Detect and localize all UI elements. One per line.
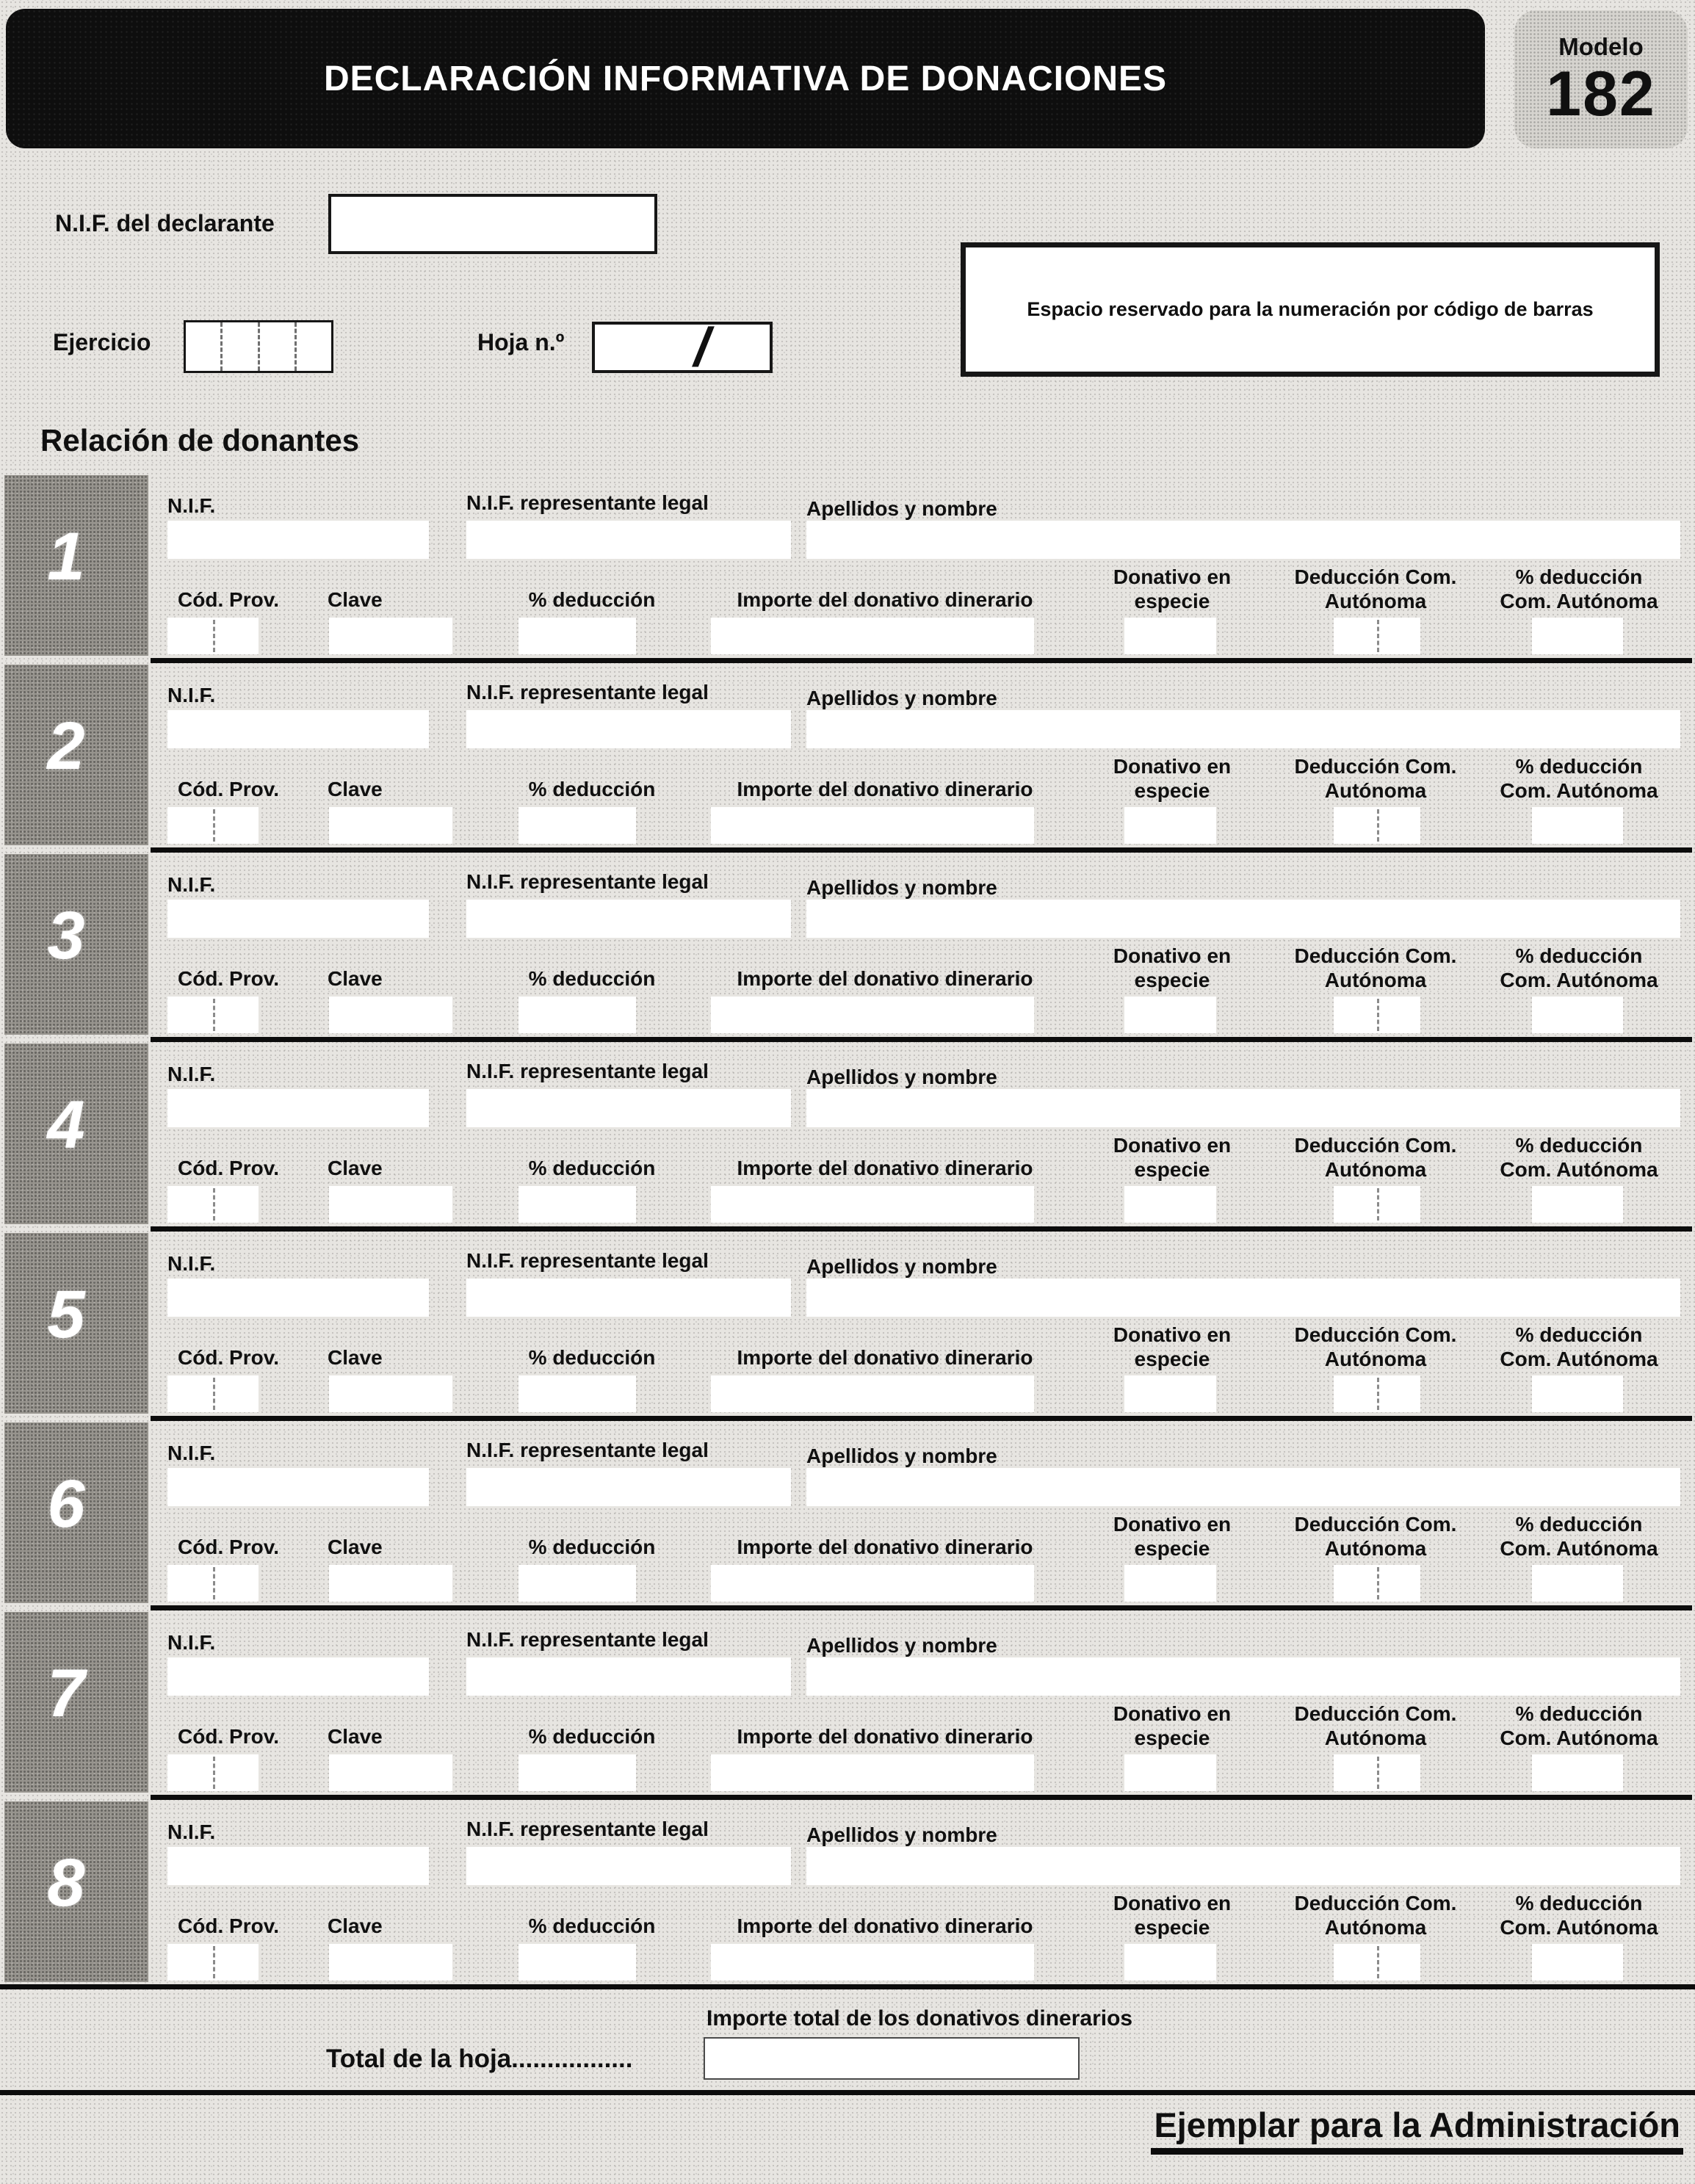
- importe-label: Importe del donativo dinerario: [737, 1157, 1033, 1179]
- cod-prov-input[interactable]: [167, 1565, 259, 1602]
- donativo-especie-line1: Donativo en: [1113, 565, 1232, 588]
- nif-rep-label: N.I.F. representante legal: [466, 491, 709, 514]
- importe-input[interactable]: [711, 807, 1034, 844]
- deduccion-ca-line2: Autónoma: [1324, 1916, 1427, 1939]
- deduccion-ca-input[interactable]: [1334, 1944, 1420, 1981]
- cod-prov-input[interactable]: [167, 1754, 259, 1791]
- donativo-especie-line1: Donativo en: [1113, 755, 1232, 778]
- nif-rep-label: N.I.F. representante legal: [466, 1439, 709, 1461]
- pct-deduccion-label: % deducción: [528, 1725, 656, 1748]
- ejercicio-digit-cell[interactable]: [223, 322, 259, 371]
- pct-deduccion-input[interactable]: [518, 1186, 636, 1223]
- pct-deduccion-ca-line1: % deducción: [1515, 1513, 1643, 1536]
- pct-deduccion-ca-line2: Com. Autónoma: [1500, 1726, 1658, 1749]
- donativo-especie-input[interactable]: [1124, 997, 1216, 1033]
- donativo-especie-label: [1113, 1512, 1231, 1561]
- nif-input[interactable]: [167, 1847, 429, 1885]
- cod-prov-input[interactable]: [167, 1186, 259, 1223]
- clave-label: Clave: [328, 1536, 383, 1558]
- apellidos-input[interactable]: [806, 521, 1680, 559]
- apellidos-input[interactable]: [806, 1468, 1680, 1506]
- nif-rep-input[interactable]: [466, 521, 791, 559]
- donativo-especie-line1: Donativo en: [1113, 1892, 1232, 1914]
- donativo-especie-label: [1113, 944, 1231, 992]
- deduccion-ca-label: [1295, 754, 1457, 803]
- nif-input[interactable]: [167, 710, 429, 748]
- pct-deduccion-label: % deducción: [528, 967, 656, 990]
- pct-deduccion-input[interactable]: [518, 618, 636, 654]
- pct-deduccion-ca-label: [1500, 944, 1658, 992]
- deduccion-ca-label: [1295, 1323, 1457, 1371]
- donativo-especie-line2: especie: [1134, 1537, 1210, 1560]
- nif-label: N.I.F.: [167, 1252, 216, 1275]
- row-separator: [151, 658, 1692, 663]
- donativo-especie-line2: especie: [1134, 969, 1210, 991]
- deduccion-ca-label: [1295, 1702, 1457, 1750]
- donativo-especie-label: [1113, 565, 1231, 613]
- deduccion-ca-line2: Autónoma: [1324, 969, 1427, 991]
- clave-label: Clave: [328, 1346, 383, 1369]
- pct-deduccion-ca-line1: % deducción: [1515, 565, 1643, 588]
- deduccion-ca-input[interactable]: [1334, 1375, 1420, 1412]
- row-number-band: [4, 1233, 148, 1414]
- clave-label: Clave: [328, 588, 383, 611]
- pct-deduccion-input[interactable]: [518, 1565, 636, 1602]
- apellidos-input[interactable]: [806, 1089, 1680, 1127]
- pct-deduccion-ca-line2: Com. Autónoma: [1500, 1158, 1658, 1181]
- apellidos-label: Apellidos y nombre: [806, 876, 997, 899]
- pct-deduccion-ca-input[interactable]: [1532, 807, 1623, 844]
- ejercicio-input[interactable]: [184, 320, 333, 373]
- model-badge: [1514, 10, 1688, 148]
- nif-label: N.I.F.: [167, 873, 216, 896]
- nif-rep-input[interactable]: [466, 900, 791, 938]
- row-number: 6: [47, 1466, 85, 1541]
- apellidos-label: Apellidos y nombre: [806, 1066, 997, 1088]
- pct-deduccion-ca-input[interactable]: [1532, 1186, 1623, 1223]
- importe-label: Importe del donativo dinerario: [737, 1346, 1033, 1369]
- nif-label: N.I.F.: [167, 1063, 216, 1085]
- cod-prov-input[interactable]: [167, 807, 259, 844]
- cod-prov-label: Cód. Prov.: [178, 1536, 279, 1558]
- apellidos-label: Apellidos y nombre: [806, 687, 997, 709]
- donativo-especie-line1: Donativo en: [1113, 944, 1232, 967]
- row-separator: [151, 847, 1692, 853]
- pct-deduccion-ca-input[interactable]: [1532, 618, 1623, 654]
- cod-prov-input[interactable]: [167, 1375, 259, 1412]
- importe-label: Importe del donativo dinerario: [737, 1725, 1033, 1748]
- importe-input[interactable]: [711, 1944, 1034, 1981]
- nif-rep-input[interactable]: [466, 1657, 791, 1696]
- pct-deduccion-ca-label: [1500, 565, 1658, 613]
- nif-label: N.I.F.: [167, 1442, 216, 1464]
- row-number: 3: [47, 897, 85, 973]
- nif-rep-label: N.I.F. representante legal: [466, 870, 709, 893]
- nif-rep-label: N.I.F. representante legal: [466, 1818, 709, 1840]
- row-separator: [151, 1416, 1692, 1421]
- pct-deduccion-label: % deducción: [528, 588, 656, 611]
- donativo-especie-label: [1113, 754, 1231, 803]
- pct-deduccion-ca-label: [1500, 754, 1658, 803]
- nif-input[interactable]: [167, 1279, 429, 1317]
- row-separator: [151, 1605, 1692, 1610]
- clave-input[interactable]: [329, 1944, 452, 1981]
- nif-rep-input[interactable]: [466, 1089, 791, 1127]
- nif-rep-input[interactable]: [466, 710, 791, 748]
- pct-deduccion-ca-line1: % deducción: [1515, 1134, 1643, 1157]
- clave-label: Clave: [328, 1725, 383, 1748]
- row-separator: [0, 1984, 1695, 1989]
- clave-label: Clave: [328, 778, 383, 800]
- clave-label: Clave: [328, 1157, 383, 1179]
- pct-deduccion-ca-label: [1500, 1512, 1658, 1561]
- ejercicio-digit-cell[interactable]: [297, 322, 331, 371]
- nif-rep-label: N.I.F. representante legal: [466, 1249, 709, 1272]
- donativo-especie-line1: Donativo en: [1113, 1702, 1232, 1725]
- hoja-label: Hoja n.º: [477, 329, 565, 355]
- importe-label: Importe del donativo dinerario: [737, 588, 1033, 611]
- deduccion-ca-input[interactable]: [1334, 1565, 1420, 1602]
- pct-deduccion-ca-label: [1500, 1702, 1658, 1750]
- pct-deduccion-ca-line2: Com. Autónoma: [1500, 590, 1658, 612]
- pct-deduccion-label: % deducción: [528, 778, 656, 800]
- donativo-especie-line2: especie: [1134, 1726, 1210, 1749]
- donor-row: [0, 1610, 1695, 1800]
- deduccion-ca-line1: Deducción Com.: [1294, 1892, 1457, 1914]
- importe-input[interactable]: [711, 997, 1034, 1033]
- model-number: 182: [1546, 59, 1656, 129]
- nif-rep-label: N.I.F. representante legal: [466, 681, 709, 704]
- donativo-especie-input[interactable]: [1124, 1944, 1216, 1981]
- donor-row: [0, 1232, 1695, 1421]
- clave-label: Clave: [328, 967, 383, 990]
- copy-for-administration-label: Ejemplar para la Administración: [1151, 2105, 1683, 2155]
- pct-deduccion-ca-input[interactable]: [1532, 1375, 1623, 1412]
- row-number: 4: [47, 1087, 85, 1162]
- donativo-especie-input[interactable]: [1124, 807, 1216, 844]
- deduccion-ca-line1: Deducción Com.: [1294, 1702, 1457, 1725]
- cod-prov-input[interactable]: [167, 618, 259, 654]
- apellidos-label: Apellidos y nombre: [806, 1634, 997, 1657]
- pct-deduccion-ca-line1: % deducción: [1515, 944, 1643, 967]
- nif-label: N.I.F.: [167, 684, 216, 706]
- pct-deduccion-ca-line1: % deducción: [1515, 1323, 1643, 1346]
- donativo-especie-line2: especie: [1134, 779, 1210, 802]
- nif-label: N.I.F.: [167, 494, 216, 517]
- importe-input[interactable]: [711, 618, 1034, 654]
- pct-deduccion-label: % deducción: [528, 1536, 656, 1558]
- pct-deduccion-input[interactable]: [518, 1754, 636, 1791]
- nif-rep-input[interactable]: [466, 1468, 791, 1506]
- clave-input[interactable]: [329, 618, 452, 654]
- nif-declarante-label: N.I.F. del declarante: [55, 210, 275, 236]
- row-number-band: [4, 1044, 148, 1224]
- importe-total-label: Importe total de los donativos dinerarios: [706, 2006, 1133, 2031]
- donativo-especie-input[interactable]: [1124, 1754, 1216, 1791]
- cod-prov-label: Cód. Prov.: [178, 967, 279, 990]
- row-number-band: [4, 665, 148, 845]
- donativo-especie-input[interactable]: [1124, 1186, 1216, 1223]
- importe-input[interactable]: [711, 1186, 1034, 1223]
- pct-deduccion-label: % deducción: [528, 1914, 656, 1937]
- pct-deduccion-ca-input[interactable]: [1532, 1565, 1623, 1602]
- donativo-especie-line2: especie: [1134, 1348, 1210, 1370]
- deduccion-ca-line2: Autónoma: [1324, 1537, 1427, 1560]
- cod-prov-label: Cód. Prov.: [178, 1346, 279, 1369]
- nif-rep-input[interactable]: [466, 1279, 791, 1317]
- donor-row: [0, 474, 1695, 663]
- row-number: 8: [47, 1845, 85, 1920]
- deduccion-ca-line2: Autónoma: [1324, 1348, 1427, 1370]
- row-number: 7: [47, 1655, 85, 1731]
- donativo-especie-input[interactable]: [1124, 618, 1216, 654]
- nif-input[interactable]: [167, 521, 429, 559]
- deduccion-ca-input[interactable]: [1334, 618, 1420, 654]
- nif-input[interactable]: [167, 1468, 429, 1506]
- total-hoja-label: Total de la hoja.................: [326, 2044, 633, 2073]
- row-number-band: [4, 1612, 148, 1793]
- deduccion-ca-input[interactable]: [1334, 1754, 1420, 1791]
- apellidos-input[interactable]: [806, 1279, 1680, 1317]
- pct-deduccion-ca-input[interactable]: [1532, 997, 1623, 1033]
- importe-label: Importe del donativo dinerario: [737, 1914, 1033, 1937]
- deduccion-ca-line1: Deducción Com.: [1294, 565, 1457, 588]
- donor-row: [0, 1800, 1695, 1989]
- row-number: 1: [47, 518, 85, 594]
- pct-deduccion-ca-line1: % deducción: [1515, 1702, 1643, 1725]
- importe-label: Importe del donativo dinerario: [737, 967, 1033, 990]
- donativo-especie-line1: Donativo en: [1113, 1513, 1232, 1536]
- apellidos-input[interactable]: [806, 1847, 1680, 1885]
- donativo-especie-line2: especie: [1134, 1158, 1210, 1181]
- pct-deduccion-ca-line1: % deducción: [1515, 1892, 1643, 1914]
- deduccion-ca-line1: Deducción Com.: [1294, 1513, 1457, 1536]
- deduccion-ca-input[interactable]: [1334, 997, 1420, 1033]
- cod-prov-label: Cód. Prov.: [178, 588, 279, 611]
- donor-row: [0, 853, 1695, 1042]
- clave-input[interactable]: [329, 807, 452, 844]
- nif-input[interactable]: [167, 1089, 429, 1127]
- ejercicio-label: Ejercicio: [53, 329, 151, 355]
- donativo-especie-label: [1113, 1323, 1231, 1371]
- donativo-especie-label: [1113, 1133, 1231, 1182]
- deduccion-ca-label: [1295, 1133, 1457, 1182]
- cod-prov-input[interactable]: [167, 997, 259, 1033]
- donor-row: [0, 663, 1695, 853]
- hoja-slash: /: [689, 317, 718, 377]
- apellidos-label: Apellidos y nombre: [806, 497, 997, 520]
- nif-input[interactable]: [167, 900, 429, 938]
- donor-row: [0, 1042, 1695, 1232]
- pct-deduccion-ca-input[interactable]: [1532, 1754, 1623, 1791]
- deduccion-ca-input[interactable]: [1334, 807, 1420, 844]
- pct-deduccion-input[interactable]: [518, 807, 636, 844]
- pct-deduccion-ca-input[interactable]: [1532, 1944, 1623, 1981]
- clave-input[interactable]: [329, 1186, 452, 1223]
- clave-input[interactable]: [329, 1375, 452, 1412]
- nif-rep-label: N.I.F. representante legal: [466, 1060, 709, 1082]
- pct-deduccion-input[interactable]: [518, 1375, 636, 1412]
- nif-label: N.I.F.: [167, 1631, 216, 1654]
- ejercicio-digit-cell[interactable]: [260, 322, 297, 371]
- pct-deduccion-ca-line2: Com. Autónoma: [1500, 969, 1658, 991]
- donativo-especie-input[interactable]: [1124, 1565, 1216, 1602]
- deduccion-ca-line2: Autónoma: [1324, 590, 1427, 612]
- deduccion-ca-label: [1295, 944, 1457, 992]
- pct-deduccion-ca-label: [1500, 1891, 1658, 1939]
- clave-input[interactable]: [329, 1754, 452, 1791]
- importe-label: Importe del donativo dinerario: [737, 778, 1033, 800]
- row-separator: [151, 1795, 1692, 1800]
- cod-prov-label: Cód. Prov.: [178, 1157, 279, 1179]
- row-number-band: [4, 1422, 148, 1603]
- pct-deduccion-ca-line1: % deducción: [1515, 755, 1643, 778]
- cod-prov-label: Cód. Prov.: [178, 1914, 279, 1937]
- row-separator: [151, 1037, 1692, 1042]
- cod-prov-label: Cód. Prov.: [178, 1725, 279, 1748]
- donativo-especie-label: [1113, 1891, 1231, 1939]
- donativo-especie-input[interactable]: [1124, 1375, 1216, 1412]
- pct-deduccion-label: % deducción: [528, 1346, 656, 1369]
- donativo-especie-line1: Donativo en: [1113, 1134, 1232, 1157]
- row-number-band: [4, 854, 148, 1035]
- nif-rep-label: N.I.F. representante legal: [466, 1628, 709, 1651]
- importe-input[interactable]: [711, 1754, 1034, 1791]
- deduccion-ca-line2: Autónoma: [1324, 1726, 1427, 1749]
- nif-input[interactable]: [167, 1657, 429, 1696]
- barcode-reserved-box: [961, 242, 1660, 377]
- form-title: DECLARACIÓN INFORMATIVA DE DONACIONES: [323, 59, 1168, 98]
- importe-input[interactable]: [711, 1375, 1034, 1412]
- importe-input[interactable]: [711, 1565, 1034, 1602]
- apellidos-label: Apellidos y nombre: [806, 1823, 997, 1846]
- clave-input[interactable]: [329, 997, 452, 1033]
- hoja-input[interactable]: [592, 317, 773, 377]
- donativo-especie-line2: especie: [1134, 1916, 1210, 1939]
- row-separator: [151, 1226, 1692, 1232]
- row-number: 2: [47, 708, 85, 784]
- row-number-band: [4, 475, 148, 656]
- donativo-especie-label: [1113, 1702, 1231, 1750]
- pct-deduccion-ca-line2: Com. Autónoma: [1500, 779, 1658, 802]
- deduccion-ca-line2: Autónoma: [1324, 779, 1427, 802]
- bottom-rule: [0, 2090, 1695, 2095]
- deduccion-ca-input[interactable]: [1334, 1186, 1420, 1223]
- cod-prov-input[interactable]: [167, 1944, 259, 1981]
- donativo-especie-line2: especie: [1134, 590, 1210, 612]
- barcode-reserved-text: Espacio reservado para la numeración por código de barras: [1027, 298, 1594, 320]
- nif-label: N.I.F.: [167, 1820, 216, 1843]
- donor-row: [0, 1421, 1695, 1610]
- importe-label: Importe del donativo dinerario: [737, 1536, 1033, 1558]
- pct-deduccion-ca-line2: Com. Autónoma: [1500, 1916, 1658, 1939]
- deduccion-ca-line1: Deducción Com.: [1294, 944, 1457, 967]
- apellidos-label: Apellidos y nombre: [806, 1444, 997, 1467]
- donor-rows-container: [0, 474, 1695, 1989]
- deduccion-ca-label: [1295, 1891, 1457, 1939]
- pct-deduccion-ca-label: [1500, 1133, 1658, 1182]
- apellidos-input[interactable]: [806, 900, 1680, 938]
- nif-rep-input[interactable]: [466, 1847, 791, 1885]
- pct-deduccion-input[interactable]: [518, 997, 636, 1033]
- deduccion-ca-label: [1295, 565, 1457, 613]
- pct-deduccion-ca-label: [1500, 1323, 1658, 1371]
- pct-deduccion-input[interactable]: [518, 1944, 636, 1981]
- nif-declarante-input[interactable]: [328, 194, 657, 254]
- clave-input[interactable]: [329, 1565, 452, 1602]
- deduccion-ca-line1: Deducción Com.: [1294, 755, 1457, 778]
- section-title: Relación de donantes: [40, 423, 360, 458]
- pct-deduccion-ca-line2: Com. Autónoma: [1500, 1348, 1658, 1370]
- row-number-band: [4, 1801, 148, 1982]
- model-label: Modelo: [1558, 33, 1644, 60]
- deduccion-ca-line2: Autónoma: [1324, 1158, 1427, 1181]
- donativo-especie-line1: Donativo en: [1113, 1323, 1232, 1346]
- cod-prov-label: Cód. Prov.: [178, 778, 279, 800]
- ejercicio-digit-cell[interactable]: [186, 322, 223, 371]
- pct-deduccion-ca-line2: Com. Autónoma: [1500, 1537, 1658, 1560]
- pct-deduccion-label: % deducción: [528, 1157, 656, 1179]
- apellidos-input[interactable]: [806, 1657, 1680, 1696]
- form-title-bar: [6, 9, 1485, 148]
- deduccion-ca-line1: Deducción Com.: [1294, 1134, 1457, 1157]
- row-number: 5: [47, 1276, 85, 1352]
- deduccion-ca-label: [1295, 1512, 1457, 1561]
- deduccion-ca-line1: Deducción Com.: [1294, 1323, 1457, 1346]
- apellidos-label: Apellidos y nombre: [806, 1255, 997, 1278]
- clave-label: Clave: [328, 1914, 383, 1937]
- total-hoja-input[interactable]: [704, 2037, 1080, 2080]
- apellidos-input[interactable]: [806, 710, 1680, 748]
